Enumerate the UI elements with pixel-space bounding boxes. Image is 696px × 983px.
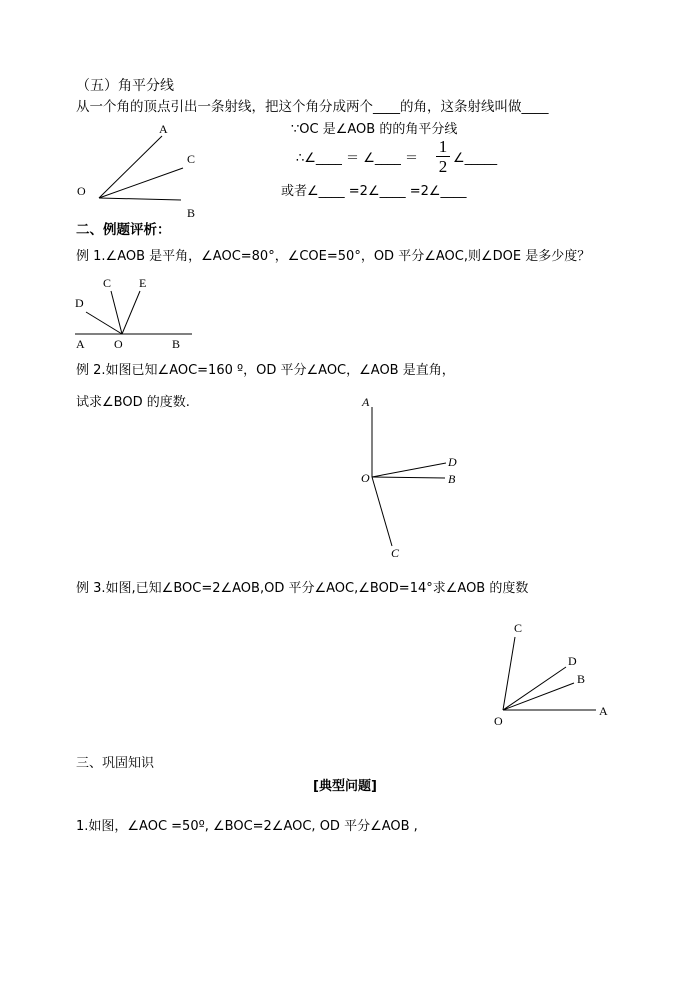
- fig1-label-o: O: [77, 184, 86, 198]
- section3-subtitle: [典型问题]: [313, 779, 377, 794]
- or-line: 或者∠____ =2∠____ =2∠____: [281, 184, 467, 199]
- because-line: ∵OC 是∠AOB 的的角平分线: [291, 122, 458, 137]
- therefore-line: ∴∠____ ＝ ∠____ ＝: [296, 151, 418, 166]
- section3-title: 三、巩固知识: [76, 756, 155, 771]
- ex2-label-b: B: [448, 472, 456, 486]
- ex1-label-b: B: [172, 337, 181, 351]
- fig1-label-a: A: [159, 122, 168, 136]
- fig1-label-b: B: [187, 206, 196, 220]
- therefore-tail: ∠_____: [453, 151, 498, 166]
- ex2-label-c: C: [391, 546, 400, 560]
- example1-text: 例 1.∠AOB 是平角，∠AOC=80°，∠COE=50°，OD 平分∠AOC,则∠DOE 是多少度？: [76, 249, 591, 264]
- section2-title: 二、例题评析：: [76, 222, 171, 238]
- example3-text: 例 3.如图,已知∠BOC=2∠AOB,OD 平分∠AOC,∠BOD=14°求∠AOB 的度数: [76, 581, 529, 596]
- ex1-label-d: D: [75, 296, 84, 310]
- ex1-label-o: O: [114, 337, 123, 351]
- definition-text: 从一个角的顶点引出一条射线，把这个角分成两个____的角，这条射线叫做____: [76, 99, 549, 115]
- ex3-label-o: O: [494, 714, 503, 728]
- fraction-denominator: 2: [438, 157, 448, 176]
- ex3-label-d: D: [568, 654, 577, 668]
- ex1-label-e: E: [139, 276, 147, 290]
- ex3-label-b: B: [577, 672, 586, 686]
- example2-text-2: 试求∠BOD 的度数.: [76, 395, 190, 410]
- fraction-numerator: 1: [438, 137, 448, 156]
- ex2-label-a: A: [362, 395, 370, 409]
- ex3-label-c: C: [514, 621, 523, 635]
- ex3-label-a: A: [599, 704, 608, 718]
- fig1-label-c: C: [187, 152, 196, 166]
- ex2-label-o: O: [361, 471, 370, 485]
- example2-text-1: 例 2.如图已知∠AOC=160 º，OD 平分∠AOC，∠AOB 是直角，: [76, 363, 455, 378]
- section-title: （五）角平分线: [76, 78, 174, 94]
- question1-text: 1.如图，∠AOC =50º, ∠BOC=2∠AOC, OD 平分∠AOB ,: [76, 819, 418, 834]
- ex2-label-d: D: [448, 455, 457, 469]
- ex1-label-a: A: [76, 337, 85, 351]
- ex1-label-c: C: [103, 276, 112, 290]
